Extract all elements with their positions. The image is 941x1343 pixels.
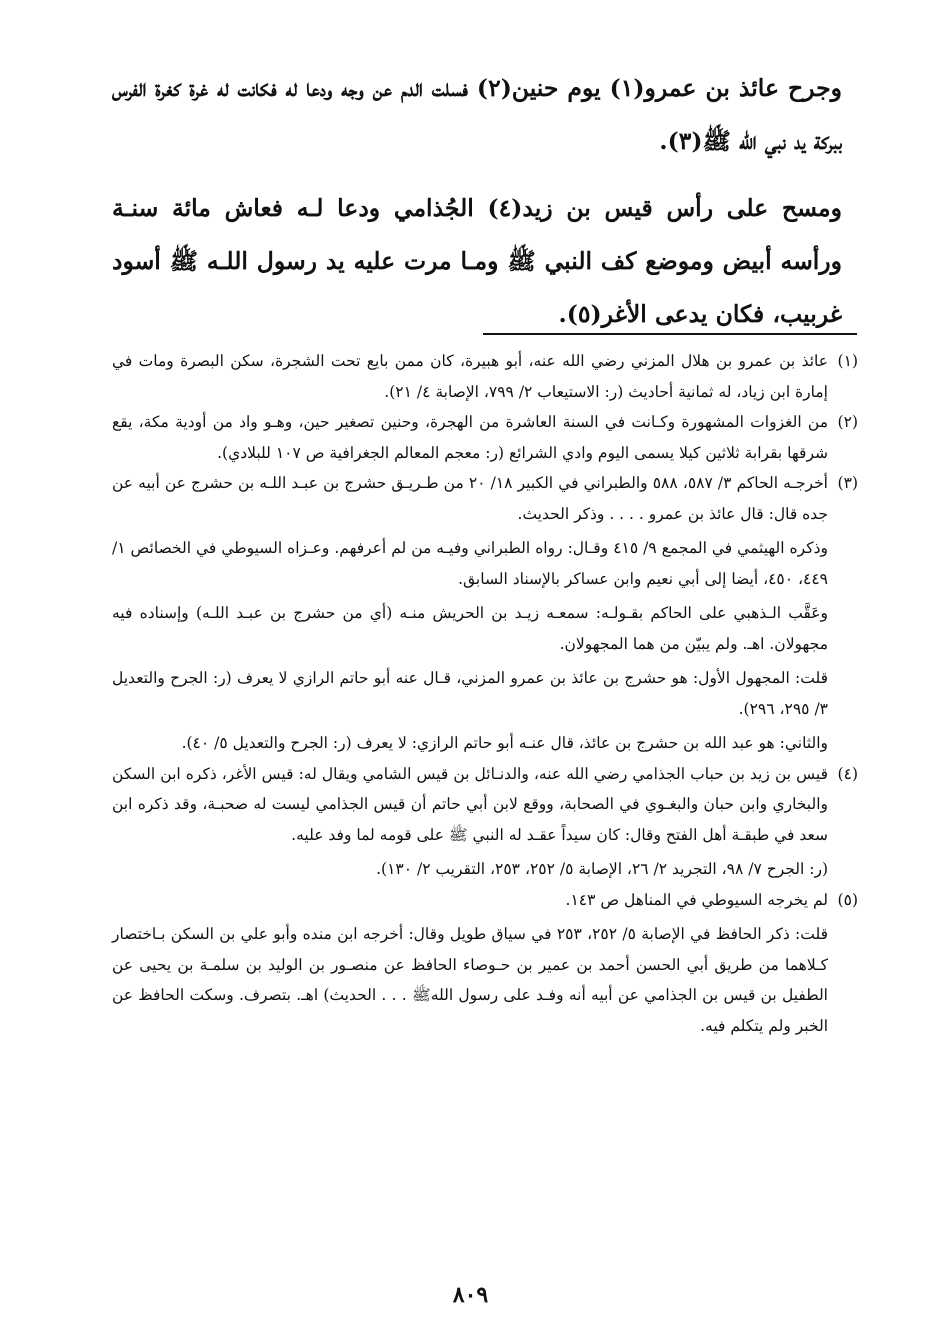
footnote-number: (٤) bbox=[837, 764, 858, 783]
footnote-number: (٣) bbox=[837, 474, 858, 492]
main-paragraph-2: ومسح على رأس قيس بن زيد(٤) الجُذامي ودعا لـه فعاش مائة سنـة ورأسه أبيض وموضع كف النبي ﷺ ومـا مرت عليه يد رسول اللـه ﷺ أسود غربيب، فكان يدعى الأغر(٥). bbox=[112, 194, 842, 328]
footnote-4 bbox=[112, 759, 858, 885]
footnotes bbox=[112, 346, 858, 1041]
footnote-paragraph: والثاني: هو عبد الله بن حشرج بن عائذ، قال عنـه أبو حاتم الرازي: لا يعرف (ر: الجرح والتعديل ٥/ ٤٠). bbox=[181, 734, 828, 752]
footnote-number: (١) bbox=[837, 352, 858, 370]
footnote-paragraph: وذكره الهيثمي في المجمع ٩/ ٤١٥ وقـال: رواه الطبراني وفيـه من لم أعرفهم. وعـزاه السيوطي في الخصائص ١/ ٤٤٩، ٤٥٠، أيضا إلى أبي نعيم وابن عساكر بالإسناد السابق. bbox=[112, 539, 828, 588]
footnote-number: (٢) bbox=[837, 413, 858, 431]
main-paragraph-1: وجرح عائذ بن عمرو(١) يوم حنين(٢) فسلت الدم عن وجه ودعا له فكانت له غرة كغرة الفرس ببركة يد نبي الله ﷺ(٣). bbox=[112, 74, 842, 155]
footnote-paragraph: قلت: ذكر الحافظ في الإصابة ٥/ ٢٥٢، ٢٥٣ في سياق طويل وقال: أخرجه ابن منده وأبو علي بن السكن بـاختصار كـلاهما من طريق أبي الحسن أحمد بن عمير بن حـوصاء الحافظ عن منصـور بن الوليد بن سلمـة بن يحيى عن الطفيل بن قيس بن الجذامي عن أبيه أنه وفـد على رسول اللهﷺ . . . الحديث) اهـ. بتصرف. وسكت الحافظ عن الخبر ولم يتكلم فيه. bbox=[112, 925, 828, 1035]
footnote-paragraph: أخرجـه الحاكم ٣/ ٥٨٧، ٥٨٨ والطبراني في الكبير ١٨/ ٢٠ من طـريـق حشرج بن عبـد اللـه بن حشرج عن أبيه عن جده قال: قال عائذ بن عمرو . . . . وذكر الحديث. bbox=[112, 474, 828, 523]
footnote-body bbox=[112, 759, 828, 885]
main-text bbox=[112, 62, 842, 355]
footnote-body bbox=[112, 407, 828, 468]
footnote-1 bbox=[112, 346, 858, 407]
footnote-body bbox=[112, 468, 828, 759]
page-number: ٨٠٩ bbox=[452, 1282, 489, 1308]
footnote-3 bbox=[112, 468, 858, 759]
footnote-2 bbox=[112, 407, 858, 468]
footnote-paragraph: عائذ بن عمرو بن هلال المزني رضي الله عنه، أبو هبيرة، كان ممن بايع تحت الشجرة، سكن البصرة ومات في إمارة ابن زياد، له ثمانية أحاديث (ر: الاستيعاب ٢/ ٧٩٩، الإصابة ٤/ ٢١). bbox=[112, 352, 828, 401]
footnote-number: (٥) bbox=[837, 890, 858, 909]
footnote-body bbox=[112, 885, 828, 1042]
footnote-paragraph: قلت: المجهول الأول: هو حشرج بن عائذ بن عمرو المزني، قـال عنه أبو حاتم الرازي لا يعرف (ر: الجرح والتعديل ٣/ ٢٩٥، ٢٩٦). bbox=[112, 669, 828, 718]
footnote-paragraph: (ر: الجرح ٧/ ٩٨، التجريد ٢/ ٢٦، الإصابة ٥/ ٢٥٢، ٢٥٣، التقريب ٢/ ١٣٠). bbox=[376, 860, 828, 878]
footnote-paragraph: لم يخرجه السيوطي في المناهل ص ١٤٣. bbox=[565, 890, 828, 909]
footnote-paragraph: قيس بن زيد بن حباب الجذامي رضي الله عنه، والدنـائل بن قيس الشامي ويقال له: قيس الأغر، ذكره ابن السكن والبخاري وابن حبان والبغـوي في الصحابة، ووقع لابن أبي حاتم أن قيس الجذامي ليست له صحبـة، وقد ذكره ابن سعد في طبقـة أهل الفتح وقال: كان سيداً عقـد له النبي ﷺ على قومه لما وفد عليه. bbox=[112, 764, 828, 844]
footnote-separator bbox=[483, 333, 857, 335]
footnote-paragraph: من الغزوات المشهورة وكـانت في السنة العاشرة من الهجرة، وحنين تصغير حين، وهـو واد من أودية مكة، يقع شرقها بقرابة ثلاثين كيلا يسمى اليوم وادي الشرائع (ر: معجم المعالم الجغرافية ص ١٠٧ للبلادي). bbox=[112, 413, 828, 462]
footnote-paragraph: وعَقَّب الـذهبي على الحاكم بقـولـه: سمعـه زيـد بن الحريش منـه (أي من حشرج بن عبـد اللـه) وإسناده فيه مجهولان. اهـ. ولم يبيّن من هما المجهولان. bbox=[112, 604, 828, 653]
footnote-5 bbox=[112, 885, 858, 1042]
footnote-body bbox=[112, 346, 828, 407]
